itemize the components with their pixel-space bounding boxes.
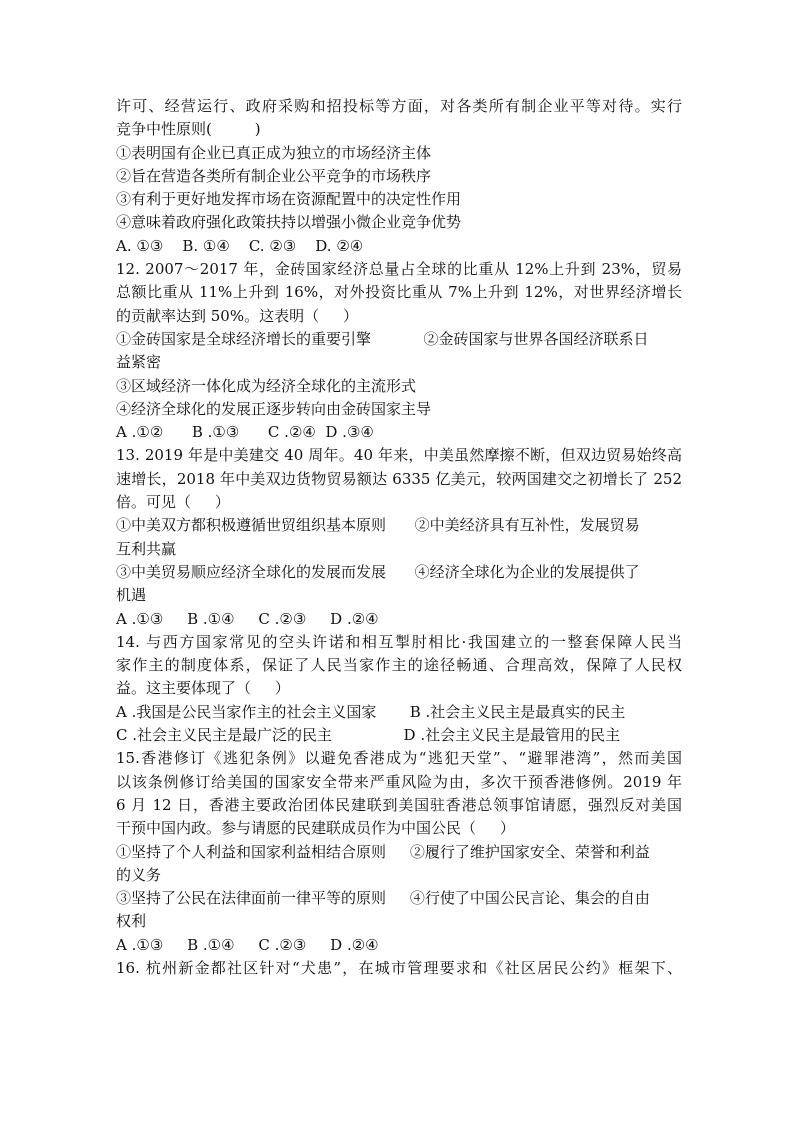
text-line: 干预中国内政。参与请愿的民建联成员作为中国公民（ ） <box>116 819 515 838</box>
text-line: ③有利于更好地发挥市场在资源配置中的决定性作用 <box>116 190 462 209</box>
text-line: 倍。可见（ ） <box>116 493 230 512</box>
text-line: A .①② B .①③ C .②④ D .③④ <box>116 423 374 442</box>
text-line: 家作主的制度体系，保证了人民当家作主的途径畅通、合理高效，保障了人民权 <box>116 656 682 675</box>
text-line: ①中美双方都积极遵循世贸组织基本原则 ②中美经济具有互补性，发展贸易 <box>116 516 640 535</box>
text-line: A .我国是公民当家作主的社会主义国家 B .社会主义民主是最真实的民主 <box>116 702 626 721</box>
text-line: ①表明国有企业已真正成为独立的市场经济主体 <box>116 143 432 162</box>
text-line: ③中美贸易顺应经济全球化的发展而发展 ④经济全球化为企业的发展提供了 <box>116 562 640 581</box>
text-line: C .社会主义民主是最广泛的民主 D .社会主义民主是最管用的民主 <box>116 726 621 745</box>
text-line: 13. 2019 年是中美建交 40 周年。40 年来，中美虽然摩擦不断，但双边贸易始终高 <box>116 446 682 465</box>
text-line: 以该条例修订给美国的国家安全带来严重风险为由，多次干预香港修例。2019 年 <box>116 772 682 791</box>
document-page <box>116 95 682 980</box>
text-line: ①坚持了个人利益和国家利益相结合原则 ②履行了维护国家安全、荣誉和利益 <box>116 842 650 861</box>
text-line: A. ①③ B. ①④ C. ②③ D. ②④ <box>116 236 364 255</box>
text-line: ①金砖国家是全球经济增长的重要引擎 ②金砖国家与世界各国经济联系日 <box>116 329 649 348</box>
text-line: 速增长，2018 年中美双边货物贸易额达 6335 亿美元，较两国建交之初增长了 252 <box>116 469 682 488</box>
text-line: 15.香港修订《逃犯条例》以避免香港成为“逃犯天堂”、“避罪港湾”，然而美国 <box>116 749 682 768</box>
text-line: 竞争中性原则( ) <box>116 120 261 139</box>
text-line: ③坚持了公民在法律面前一律平等的原则 ④行使了中国公民言论、集会的自由 <box>116 889 650 908</box>
text-line: 的义务 <box>116 865 162 884</box>
text-line: 益紧密 <box>116 353 162 372</box>
text-line: ②旨在营造各类所有制企业公平竞争的市场秩序 <box>116 166 432 185</box>
text-line: 6 月 12 日，香港主要政治团体民建联到美国驻香港总领事馆请愿，强烈反对美国 <box>116 795 682 814</box>
text-line: 权利 <box>116 912 147 931</box>
text-line: A .①③ B .①④ C .②③ D .②④ <box>116 609 379 628</box>
text-line: 许可、经营运行、政府采购和招投标等方面，对各类所有制企业平等对待。实行 <box>116 97 682 115</box>
text-line: 机遇 <box>116 586 147 605</box>
text-line: 总额比重从 11%上升到 16%，对外投资比重从 7%上升到 12%，对世界经济增长 <box>116 283 682 302</box>
text-line: 14. 与西方国家常见的空头许诺和相互掣肘相比·我国建立的一整套保障人民当 <box>116 632 682 651</box>
text-line: 的贡献率达到 50%。这表明（ ） <box>116 306 358 325</box>
text-line: ③区域经济一体化成为经济全球化的主流形式 <box>116 376 417 395</box>
text-line: 互利共赢 <box>116 539 177 558</box>
text-line: ④经济全球化的发展正逐步转向由金砖国家主导 <box>116 399 432 418</box>
text-line: A .①③ B .①④ C .②③ D .②④ <box>116 935 379 954</box>
text-line: 16. 杭州新金都社区针对“犬患”，在城市管理要求和《社区居民公约》框架下、 <box>116 958 682 977</box>
text-line: 益。这主要体现了（ ） <box>116 679 290 698</box>
text-line: ④意味着政府强化政策扶持以增强小微企业竞争优势 <box>116 213 462 232</box>
text-line: 12. 2007～2017 年，金砖国家经济总量占全球的比重从 12%上升到 23%，贸易 <box>116 260 682 279</box>
